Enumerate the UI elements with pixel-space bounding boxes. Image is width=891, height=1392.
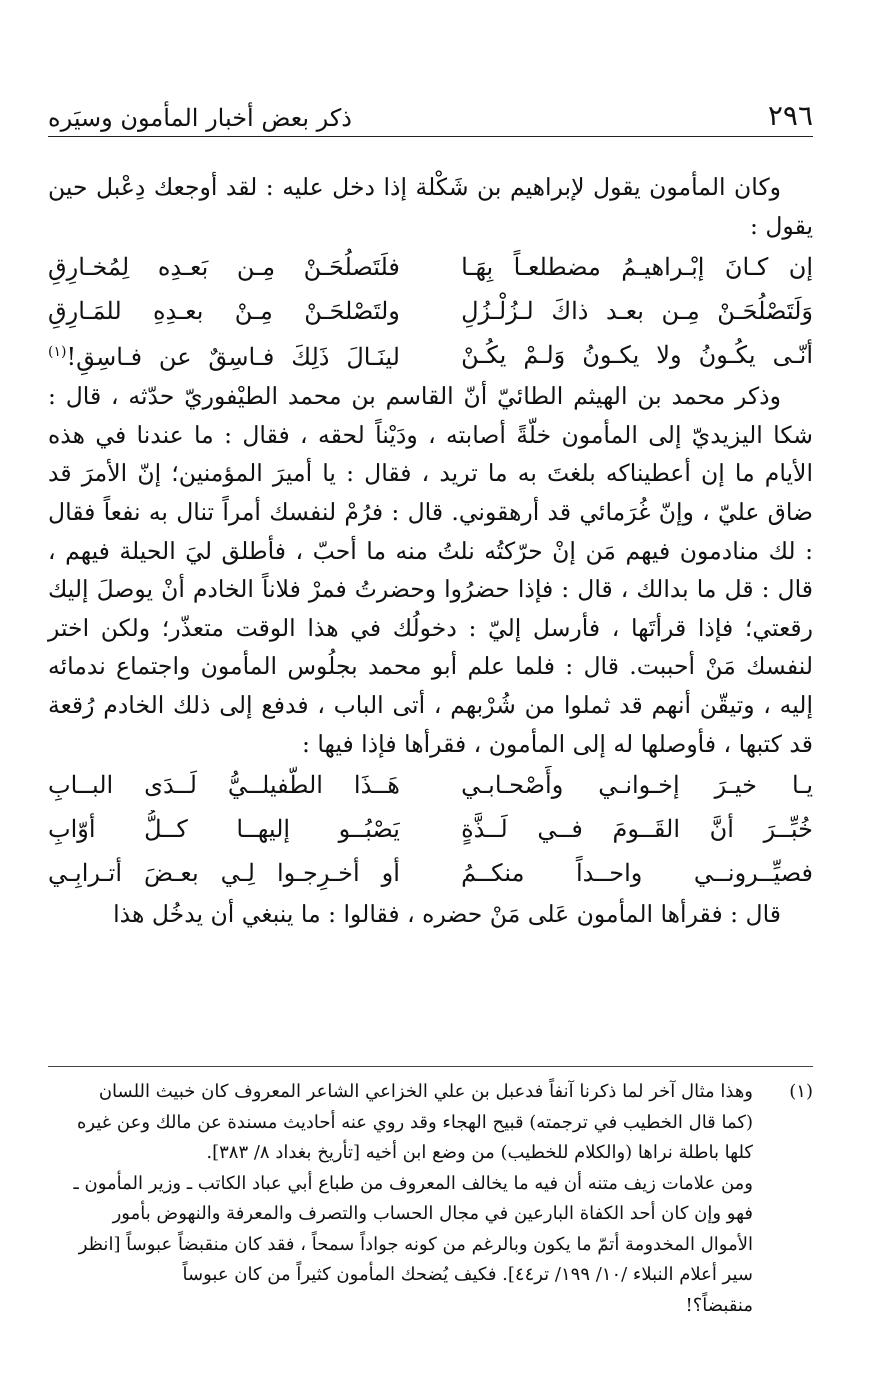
verse-line: [48, 851, 813, 895]
page-header: [48, 92, 813, 137]
main-text: [48, 168, 813, 934]
running-title: ذكر بعض أخبار المأمون وسيَره: [48, 104, 352, 132]
verse-second-hemistich: [48, 333, 400, 377]
verse-line: [48, 289, 813, 333]
footnote-line: الأموال المخدومة أتمّ ما يكون وبالرغم من كونه جواداً سمحاً ، فقد كان منقبضاً عبوساً [انظر: [78, 1233, 753, 1255]
footnote-number: (١): [789, 1081, 813, 1102]
verse-first-hemistich: فصيِّــرونــي واحــداً منكــمُ: [461, 858, 813, 887]
footnote-line: كلها باطلة نراها (والكلام للخطيب) من وضع ابن أخيه [تأريخ بغداد ٨/ ٣٨٣].: [206, 1142, 753, 1163]
verse-second-hemistich: يَصْبُــو إليهــا كــلُّ أوّابِ: [48, 814, 400, 843]
paragraph-1: وكان المأمون يقول لإبراهيم بن شَكْلة إذا دخل عليه : لقد أوجعك دِعْبل حين يقول :: [48, 173, 813, 240]
footnotes: [48, 1066, 813, 1321]
paragraph-3: قال : فقرأها المأمون عَلى مَنْ حضره ، فقالوا : ما ينبغي أن يدخُل هذا: [113, 900, 781, 929]
poem-2: [48, 763, 813, 895]
verse-line: [48, 333, 813, 377]
paragraph-2: وذكر محمد بن الهيثم الطائيّ أنّ القاسم بن محمد الطيْفوريّ حدّثه ، قال : شكا اليزيديّ إلى المأمون خلّةً أصابته ، ودَيْناً لحقه ، فقال : ما عندنا في هذه الأيام ما إن أعطيناكه بلغتَ به ما تريد ، فقال : يا أميرَ المؤمنين؛ إنّ الأمرَ قد ضاق عليّ ، وإنّ غُرَمائي قد أرهقوني. قال : فرُمْ لنفسك أمراً تنال به نفعاً فقال : لك منادمون فيهم مَن إنْ حرّكتُه نلتُ منه ما أحبّ ، فأطلق ليَ الحيلة فيهم ، قال : قل ما بدالك ، قال : فإذا حضرُوا وحضرتُ فمرْ فلاناً الخادم أنْ يوصلَ إليك رقعتي؛ فإذا قرأتَها ، فأرسل إليّ : دخولُك في هذا الوقت متعذّر؛ ولكن اختر لنفسك مَنْ أحببت. قال : فلما علم أبو محمد بجلُوس المأمون واجتماع ندمائه إليه ، وتيقّن أنهم قد ثملوا من شُرْبهم ، أتى الباب ، فدفع إلى ذلك الخادم رُقعة قد كتبها ، فأوصلها له إلى المأمون ، فقرأها فإذا فيها :: [48, 382, 813, 758]
verse-line: [48, 245, 813, 289]
footnote-line: (كما قال الخطيب في ترجمته) قبيح الهجاء وقد روي عنه أحاديث مسندة عن مالك وعن غيره: [76, 1111, 753, 1133]
footnote-line: فهو وإن كان أحد الكفاة البارعين في مجال الحساب والتصرف والمعرفة والنهوض بأمور: [112, 1203, 753, 1224]
verse-first-hemistich: إن كـانَ إبْـراهيـمُ مضطلعـاً بِهَـا: [461, 252, 813, 281]
verse-second-hemistich: أو أخـرِجـوا لِـي بعـضَ أتـرابِـي: [48, 858, 400, 887]
footnote-line: سير أعلام النبلاء /١٠/ ١٩٩/ تر٤٤]. فكيف يُضحك المأمون كثيراً من كان عبوساً: [182, 1264, 753, 1285]
footnote-line: ومن علامات زيف متنه أن فيه ما يخالف المعروف من طباع أبي عباد الكاتب ـ وزير المأمون ـ: [73, 1172, 753, 1194]
page-number: ٢٩٦: [767, 99, 813, 132]
footnote-1: [48, 1077, 813, 1321]
verse-first-hemistich: خُبِّــرَ أنَّ القَــومَ فــي لَــذَّةٍ: [461, 814, 813, 843]
verse-first-hemistich: أنّـى يكُـونُ ولا يكـونُ وَلـمْ يكُـنْ: [461, 340, 813, 369]
verse-second-hemistich-text: لينَـالَ ذَلِكَ فـاسِقٌ عن فـاسِقِ!: [66, 343, 400, 372]
verse-first-hemistich: يـا خيـرَ إخـوانـي وأَصْحـابـي: [461, 770, 813, 799]
footnote-body: [48, 1077, 753, 1321]
verse-second-hemistich: فلَتَصلُحَـنْ مِـن بَعـدِه لِمُخـارِقِ: [48, 252, 400, 281]
verse-first-hemistich: وَلَتَصْلُحَـنْ مِـن بعـد ذاكَ لـزُلْـزُلِ: [461, 296, 813, 325]
verse-second-hemistich: هَــذَا الطّفيلــيُّ لَــدَى البــابِ: [48, 770, 400, 799]
poem-1: [48, 245, 813, 377]
verse-line: [48, 807, 813, 851]
verse-line: [48, 763, 813, 807]
footnote-line: منقبضاً؟!: [685, 1294, 753, 1316]
verse-second-hemistich: ولتَصْلحَـنْ مِـنْ بعـدِهِ للمَـارِقِ: [48, 296, 400, 325]
footnote-line: وهذا مثال آخر لما ذكرنا آنفاً فدعبل بن علي الخزاعي الشاعر المعروف كان خبيث اللسان: [98, 1081, 753, 1102]
footnote-reference: (١): [48, 344, 67, 361]
